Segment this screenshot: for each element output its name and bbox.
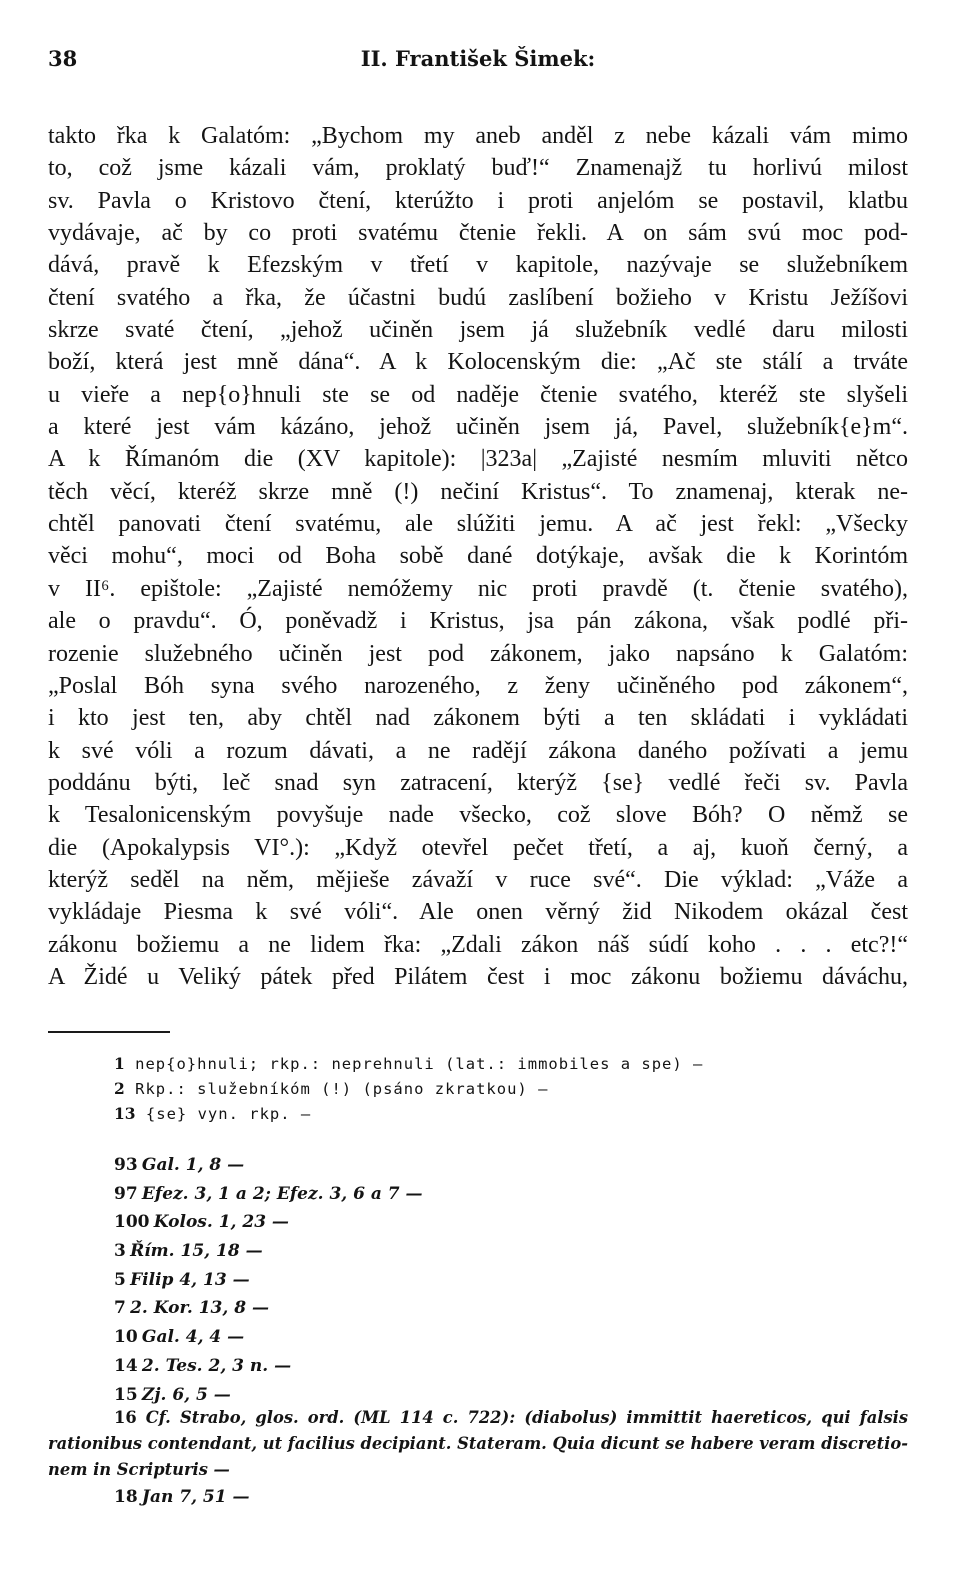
apparatus-note xyxy=(114,1076,904,1101)
text-line: zákonu božiemu a ne lidem řka: „Zdali zákon náš súdí koho . . . etc?!“ xyxy=(48,931,908,958)
text-line: k Tesalonicenským povyšuje nade všecko, což slove Bóh? O němž se xyxy=(48,802,908,829)
commentary-line: rationibus contendant, ut facilius decipiant. Stateram. Quia dicunt se habere veram discretio- xyxy=(48,1434,908,1453)
text-line: poddánu býti, leč snad syn zatracení, kterýž {se} vedlé řeči sv. Pavla xyxy=(48,769,908,796)
source-reference: Řím. 15, 18 — xyxy=(130,1241,263,1262)
source-reference: Filip 4, 13 — xyxy=(130,1269,250,1290)
text-line: vykládaje Piesma k své vóli“. Ale onen věrný žid Nikodem okázal čest xyxy=(48,899,908,926)
commentary-text: Cf. Strabo, glos. ord. (ML 114 c. 722): (diabolus) immittit haereticos, qui falsis xyxy=(145,1408,908,1427)
text-line: i kto jest ten, aby chtěl nad zákonem býti a ten skládati i vykládati xyxy=(48,705,908,732)
commentary-line: nem in Scripturis — xyxy=(48,1460,230,1479)
source-note xyxy=(114,1323,914,1352)
source-reference: 2. Kor. 13, 8 — xyxy=(130,1298,269,1319)
source-note xyxy=(114,1208,914,1237)
source-line-number: 93 xyxy=(114,1155,138,1175)
text-line: to, což jsme kázali vám, proklatý buď!“ Znamenajž tu horlivú milost xyxy=(48,155,908,182)
text-line: a které jest vám kázáno, jehož učiněn jsem já, Pavel, služebník{e}m“. xyxy=(48,414,908,441)
apparatus-text: Rkp.: služebníkóm (!) (psáno zkratkou) — xyxy=(135,1080,549,1098)
apparatus-note xyxy=(114,1101,904,1126)
text-line: A k Římanóm die (XV kapitole): |323a| „Zajisté nesmím mluviti nětco xyxy=(48,446,908,473)
text-line: rozenie služebného učiněn jest pod zákonem, jako napsáno k Galatóm: xyxy=(48,640,908,667)
text-line: chtěl panovati čtení svatému, ale slúžiti jemu. A ač jest řekl: „Všecky xyxy=(48,511,908,538)
text-line: u vieře a nep{o}hnuli ste se od naděje čtenie svatého, kteréž ste slyšeli xyxy=(48,381,908,408)
text-line: čtení svatého a řka, že účastni budú zaslíbení božieho v Kristu Ježíšovi xyxy=(48,284,908,311)
text-line: ale o pravdu“. Ó, poněvadž i Kristus, jsa pán zákona, však podlé při- xyxy=(48,608,908,635)
text-line: die (Apokalypsis VI°.): „Když otevřel pečet třetí, a aj, kuoň černý, a xyxy=(48,834,908,861)
commentary-line xyxy=(48,1405,908,1431)
textual-apparatus xyxy=(114,1051,904,1126)
text-line: vydávaje, ač by co proti svatému čtenie řekli. A on sám svú moc pod- xyxy=(48,220,908,247)
source-line-number: 97 xyxy=(114,1183,138,1204)
apparatus-line-number: 13 xyxy=(114,1104,136,1123)
source-reference: 2. Tes. 2, 3 n. — xyxy=(141,1355,292,1376)
source-reference: Gal. 1, 8 — xyxy=(141,1155,245,1175)
source-line-number: 15 xyxy=(114,1384,138,1405)
source-reference: Zj. 6, 5 — xyxy=(141,1384,231,1405)
apparatus-line-number: 1 xyxy=(114,1054,125,1073)
source-line-number: 100 xyxy=(114,1212,150,1233)
text-line: A Židé u Veliký pátek před Pilátem čest i moc zákonu božiemu dáváchu, xyxy=(48,963,908,990)
source-note xyxy=(114,1237,914,1266)
source-notes xyxy=(114,1151,914,1409)
footnote-separator xyxy=(48,1031,170,1033)
source-line-number: 18 xyxy=(114,1487,138,1507)
source-note xyxy=(114,1151,914,1180)
text-line: kterýž seděl na něm, mějieše závaží v ruce své“. Die výklad: „Váže a xyxy=(48,866,908,893)
source-line-number: 7 xyxy=(114,1298,126,1319)
apparatus-note xyxy=(114,1051,904,1076)
text-line: v II⁶. epištole: „Zajisté nemóžemy nic proti pravdě (t. čtenie svatého), xyxy=(48,575,908,602)
source-note xyxy=(48,1483,908,1512)
page-number: 38 xyxy=(48,46,78,71)
text-line: dává, pravě k Efezským v třetí v kapitole, nazývaje se služebníkem xyxy=(48,252,908,279)
source-line-number: 3 xyxy=(114,1241,126,1262)
apparatus-text: {se} vyn. rkp. — xyxy=(145,1105,312,1123)
source-note xyxy=(114,1294,914,1323)
text-line: boží, která jest mně dána“. A k Kolocenským die: „Ač ste stálí a trváte xyxy=(48,349,908,376)
commentary-note xyxy=(48,1405,908,1512)
text-line: těch věcí, kteréž skrze mně (!) nečiní Kristus“. To znamenaj, kterak ne- xyxy=(48,478,908,505)
text-line: k své vóli a rozum dávati, a ne radějí zákona daného požívati a jemu xyxy=(48,737,908,764)
page-header xyxy=(48,46,908,76)
source-note xyxy=(114,1180,914,1209)
source-line-number: 5 xyxy=(114,1269,126,1290)
source-line-number: 14 xyxy=(114,1355,138,1376)
text-line: skrze svaté čtení, „jehož učiněn jsem já služebník vedlé daru milosti xyxy=(48,317,908,344)
source-note xyxy=(114,1352,914,1381)
text-line: „Poslal Bóh syna svého narozeného, z ženy učiněného pod zákonem“, xyxy=(48,672,908,699)
apparatus-text: nep{o}hnuli; rkp.: neprehnuli (lat.: immobiles a spe) — xyxy=(135,1055,704,1073)
source-reference: Gal. 4, 4 — xyxy=(141,1327,245,1348)
text-line: věci mohu“, moci od Boha sobě dané dotýkaje, avšak die k Korintóm xyxy=(48,543,908,570)
source-line-number: 10 xyxy=(114,1327,138,1348)
source-note xyxy=(114,1266,914,1295)
source-reference: Efez. 3, 1 a 2; Efez. 3, 6 a 7 — xyxy=(141,1183,423,1204)
main-text xyxy=(48,120,908,993)
apparatus-line-number: 2 xyxy=(114,1079,125,1098)
source-reference: Kolos. 1, 23 — xyxy=(153,1212,289,1233)
text-line: takto řka k Galatóm: „Bychom my aneb anděl z nebe kázali vám mimo xyxy=(48,123,908,149)
commentary-line-number: 16 xyxy=(114,1408,137,1427)
source-reference: Jan 7, 51 — xyxy=(141,1487,250,1507)
running-head: II. František Šimek: xyxy=(360,46,596,71)
text-line: sv. Pavla o Kristovo čtení, kterúžto i proti anjelóm se postavil, klatbu xyxy=(48,187,908,214)
